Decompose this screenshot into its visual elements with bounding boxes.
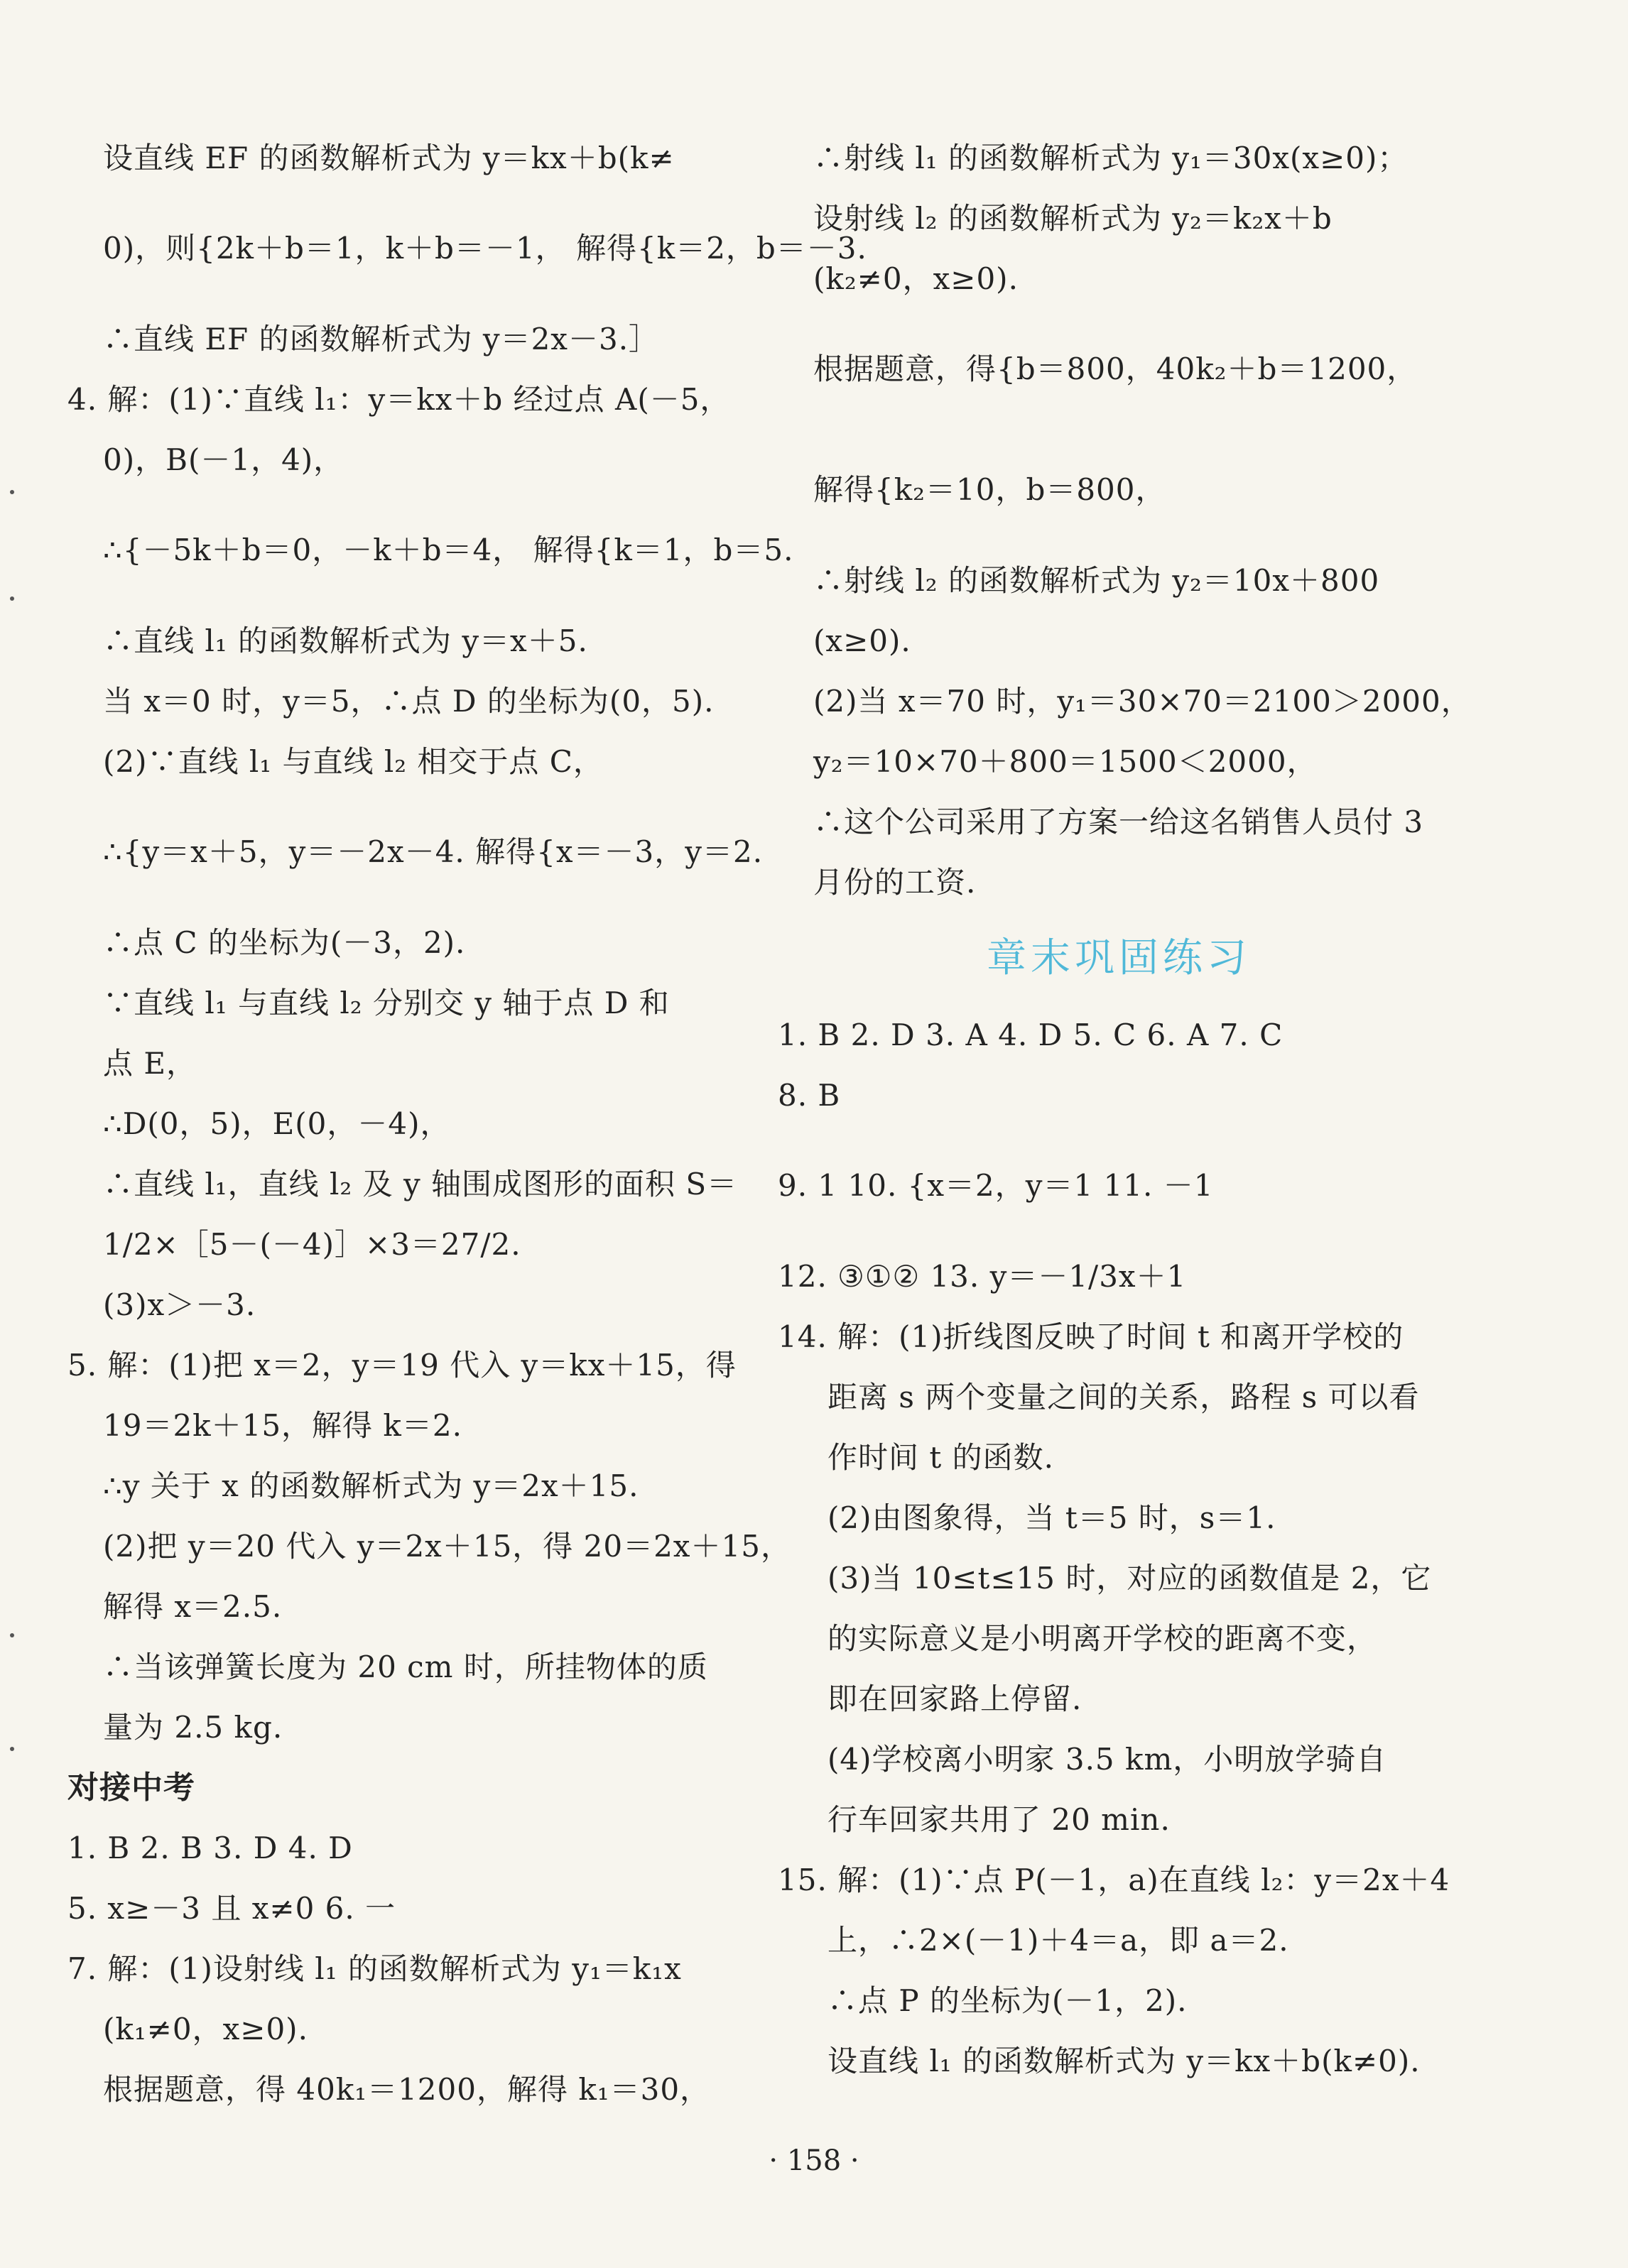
answer-line: 5. 解：(1)把 x＝2，y＝19 代入 y＝kx＋15，得 xyxy=(67,1348,737,1383)
answer-line: (2)把 y＝20 代入 y＝2x＋15，得 20＝2x＋15， xyxy=(103,1529,791,1564)
answer-line: (k₁≠0，x≥0). xyxy=(103,2012,308,2046)
answer-line: (2)∵直线 l₁ 与直线 l₂ 相交于点 C， xyxy=(103,744,604,779)
answer-line: ∴D(0，5)，E(0，－4)， xyxy=(103,1106,451,1141)
answer-line: 5. x≥－3 且 x≠0 6. 一 xyxy=(67,1891,396,1926)
answer-line: 12. ③①② 13. y＝－1/3x＋1 xyxy=(778,1259,1187,1294)
page-number: · 158 · xyxy=(769,2144,859,2177)
answer-line: ∵直线 l₁ 与直线 l₂ 分别交 y 轴于点 D 和 xyxy=(103,986,670,1020)
answer-line: 的实际意义是小明离开学校的距离不变， xyxy=(827,1621,1378,1656)
answer-line: ∴直线 l₁ 的函数解析式为 y＝x＋5. xyxy=(103,623,588,658)
section-subheading: 对接中考 xyxy=(67,1770,195,1806)
scan-dot xyxy=(10,596,14,601)
answer-line: (3)x＞－3. xyxy=(103,1287,256,1322)
answer-line: ∴y 关于 x 的函数解析式为 y＝2x＋15. xyxy=(103,1468,639,1503)
answer-line: 设射线 l₂ 的函数解析式为 y₂＝k₂x＋b xyxy=(813,201,1333,236)
answer-line: ∴这个公司采用了方案一给这名销售人员付 3 xyxy=(813,805,1424,839)
scan-dot xyxy=(10,490,14,494)
answer-line: 解得 x＝2.5. xyxy=(103,1589,283,1624)
answer-line: ∴点 C 的坐标为(－3，2). xyxy=(103,925,466,960)
answer-line: 根据题意，得{b＝800，40k₂＋b＝1200， xyxy=(813,351,1418,386)
answer-line: 8. B xyxy=(778,1078,841,1113)
answer-line: ∴直线 EF 的函数解析式为 y＝2x－3.］ xyxy=(103,322,660,356)
answer-line: (3)当 10≤t≤15 时，对应的函数值是 2，它 xyxy=(827,1561,1432,1596)
answer-line: 行车回家共用了 20 min. xyxy=(827,1802,1171,1837)
answer-line: (k₂≠0，x≥0). xyxy=(813,261,1019,296)
answer-line: 14. 解：(1)折线图反映了时间 t 和离开学校的 xyxy=(778,1319,1404,1354)
answer-line: 0)，B(－1，4)， xyxy=(103,442,344,477)
answer-line: 1. B 2. B 3. D 4. D xyxy=(67,1831,353,1865)
answer-line: 点 E， xyxy=(103,1046,197,1081)
answer-line: 量为 2.5 kg. xyxy=(103,1710,283,1745)
answer-line: ∴{－5k＋b＝0，－k＋b＝4， 解得{k＝1，b＝5. xyxy=(103,533,794,567)
answer-line: (2)当 x＝70 时，y₁＝30×70＝2100＞2000， xyxy=(813,684,1472,719)
answer-line: 设直线 EF 的函数解析式为 y＝kx＋b(k≠ xyxy=(103,141,675,175)
answer-line: 根据题意，得 40k₁＝1200，解得 k₁＝30， xyxy=(103,2072,711,2107)
section-title: 章末巩固练习 xyxy=(987,935,1251,981)
answer-line: (4)学校离小明家 3.5 km，小明放学骑自 xyxy=(827,1742,1387,1777)
answer-line: 月份的工资. xyxy=(813,865,977,900)
answer-line: 当 x＝0 时，y＝5，∴点 D 的坐标为(0，5). xyxy=(103,684,715,719)
answer-line: y₂＝10×70＋800＝1500＜2000， xyxy=(813,744,1318,779)
answer-line: (x≥0). xyxy=(813,623,911,658)
answer-line: ∴直线 l₁，直线 l₂ 及 y 轴围成图形的面积 S＝ xyxy=(103,1167,738,1201)
answer-line: 1. B 2. D 3. A 4. D 5. C 6. A 7. C xyxy=(778,1018,1284,1052)
answer-line: ∴射线 l₂ 的函数解析式为 y₂＝10x＋800 xyxy=(813,563,1380,598)
answer-line: 1/2×［5－(－4)］×3＝27/2. xyxy=(103,1227,521,1262)
answer-line: ∴射线 l₁ 的函数解析式为 y₁＝30x(x≥0)； xyxy=(813,141,1409,175)
answer-line: 设直线 l₁ 的函数解析式为 y＝kx＋b(k≠0). xyxy=(827,2044,1421,2078)
answer-line: 9. 1 10. {x＝2，y＝1 11. －1 xyxy=(778,1168,1214,1203)
answer-line: ∴当该弹簧长度为 20 cm 时，所挂物体的质 xyxy=(103,1650,708,1684)
answer-line: 上，∴2×(－1)＋4＝a，即 a＝2. xyxy=(827,1923,1289,1958)
answer-line: 作时间 t 的函数. xyxy=(827,1440,1054,1475)
answer-line: ∴{y＝x＋5，y＝－2x－4. 解得{x＝－3，y＝2. xyxy=(103,834,764,869)
answer-line: 4. 解：(1)∵直线 l₁：y＝kx＋b 经过点 A(－5， xyxy=(67,382,731,417)
answer-line: 0)，则{2k＋b＝1，k＋b＝－1， 解得{k＝2，b＝－3. xyxy=(103,231,867,266)
answer-line: 7. 解：(1)设射线 l₁ 的函数解析式为 y₁＝k₁x xyxy=(67,1951,682,1986)
answer-line: ∴点 P 的坐标为(－1，2). xyxy=(827,1983,1188,2018)
answer-line: 15. 解：(1)∵点 P(－1，a)在直线 l₂：y＝2x＋4 xyxy=(778,1863,1450,1897)
scan-dot xyxy=(10,1747,14,1751)
answer-line: 即在回家路上停留. xyxy=(827,1681,1082,1716)
answer-line: 距离 s 两个变量之间的关系，路程 s 可以看 xyxy=(827,1380,1420,1414)
right-column xyxy=(778,128,1472,2091)
scan-dot xyxy=(10,1633,14,1637)
answer-line: (2)由图象得，当 t＝5 时，s＝1. xyxy=(827,1500,1276,1535)
answer-line: 解得{k₂＝10，b＝800， xyxy=(813,472,1166,507)
answer-line: 19＝2k＋15，解得 k＝2. xyxy=(103,1408,462,1443)
